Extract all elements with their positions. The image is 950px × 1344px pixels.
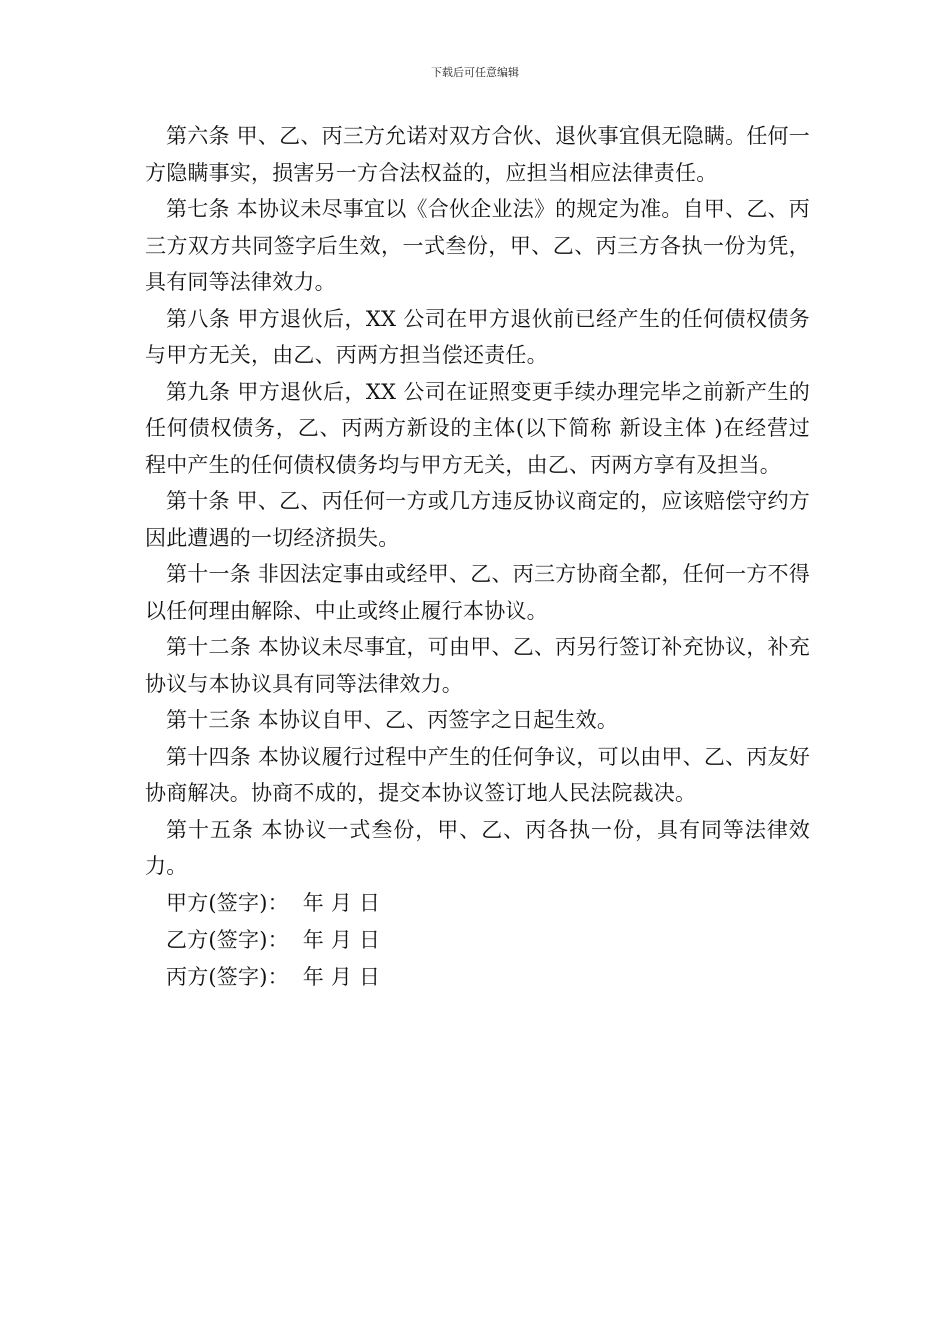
article-7: 第七条 本协议未尽事宜以《合伙企业法》的规定为准。自甲、乙、丙三方双方共同签字后生效，一式叁份，甲、乙、丙三方各执一份为凭，具有同等法律效力。 [145,197,810,294]
article-13: 第十三条 本协议自甲、乙、丙签字之日起生效。 [166,708,619,732]
signature-label: 甲方(签字)： [166,890,289,915]
signature-party-a [145,885,810,922]
article-9: 第九条 甲方退伙后，XX 公司在证照变更手续办理完毕之前新产生的任何债权债务，乙、丙两方新设的主体(以下简称 新设主体 )在经营过程中产生的任何债权债务均与甲方无关，由乙、丙两方享有及担当。 [145,379,810,477]
article-11: 第十一条 非因法定事由或经甲、乙、丙三方协商全都，任何一方不得以任何理由解除、中止或终止履行本协议。 [145,562,810,623]
article-8: 第八条 甲方退伙后，XX 公司在甲方退伙前已经产生的任何债权债务与甲方无关，由乙、丙两方担当偿还责任。 [145,306,810,367]
signature-date: 年 月 日 [302,927,381,952]
article-15: 第十五条 本协议一式叁份，甲、乙、丙各执一份，具有同等法律效力。 [145,817,810,878]
article-6: 第六条 甲、乙、丙三方允诺对双方合伙、退伙事宜俱无隐瞒。任何一方隐瞒事实，损害另一方合法权益的，应担当相应法律责任。 [145,124,810,185]
signature-label: 乙方(签字)： [166,927,289,952]
signature-label: 丙方(签字)： [166,964,289,989]
signature-party-c [145,959,810,996]
document-body [145,118,810,996]
signature-date: 年 月 日 [302,964,381,989]
signature-date: 年 月 日 [302,890,381,915]
article-10: 第十条 甲、乙、丙任何一方或几方违反协议商定的，应该赔偿守约方因此遭遇的一切经济损失。 [145,489,810,550]
article-14: 第十四条 本协议履行过程中产生的任何争议，可以由甲、乙、丙友好协商解决。协商不成的，提交本协议签订地人民法院裁决。 [145,744,810,805]
article-12: 第十二条 本协议未尽事宜，可由甲、乙、丙另行签订补充协议，补充协议与本协议具有同等法律效力。 [145,635,810,696]
signature-party-b [145,922,810,959]
page-header: 下载后可任意编辑 [431,66,519,79]
